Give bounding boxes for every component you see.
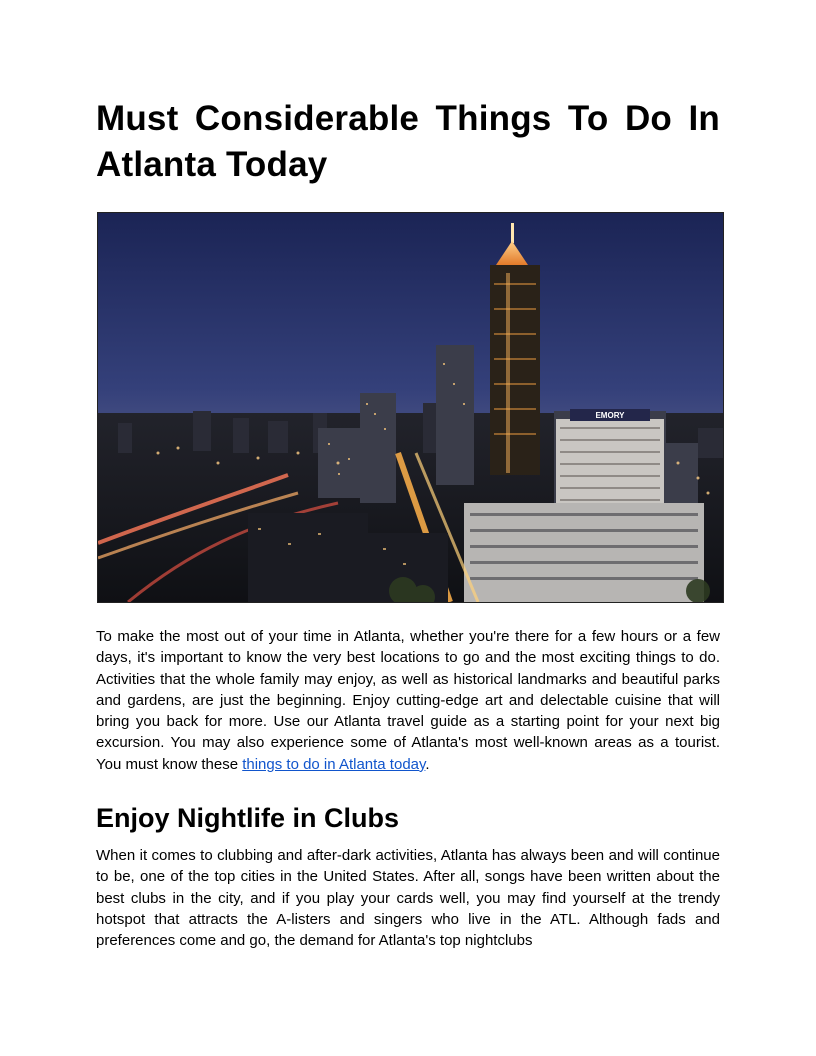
atlanta-skyline-photo [97, 212, 724, 603]
section-paragraph: When it comes to clubbing and after-dark activities, Atlanta has always been and will continue to be, one of the top cities in the United States. After all, songs have been written about the best clubs in the city, and if you play your cards well, you may find yourself at the trendy hotspot that attracts the A-listers and singers who live in the ATL. Although fads and preferences come and go, the demand for Atlanta's top nightclubs [96, 847, 720, 950]
section-heading: Enjoy Nightlife in Clubs [96, 803, 399, 833]
intro-period: . [425, 755, 430, 773]
emory-sign-text: EMORY [595, 411, 625, 420]
document-title: Must Considerable Things To Do In Atlanta Today [96, 99, 720, 184]
things-to-do-link[interactable]: things to do in Atlanta today [242, 755, 426, 773]
intro-paragraph [96, 626, 720, 775]
intro-text: To make the most out of your time in Atlanta, whether you're there for a few hours or a few days, it's important to know the very best locations to go and the most exciting things to do. Activities that the whole family may enjoy, as well as historical landmarks and beautiful parks and gardens, are just the beginning. Enjoy cutting-edge art and delectable cuisine that will bring you back for more. Use our Atlanta travel guide as a starting point for your next big excursion. You may also experience some of Atlanta's most well-known areas as a tourist. You must know these [96, 628, 720, 773]
